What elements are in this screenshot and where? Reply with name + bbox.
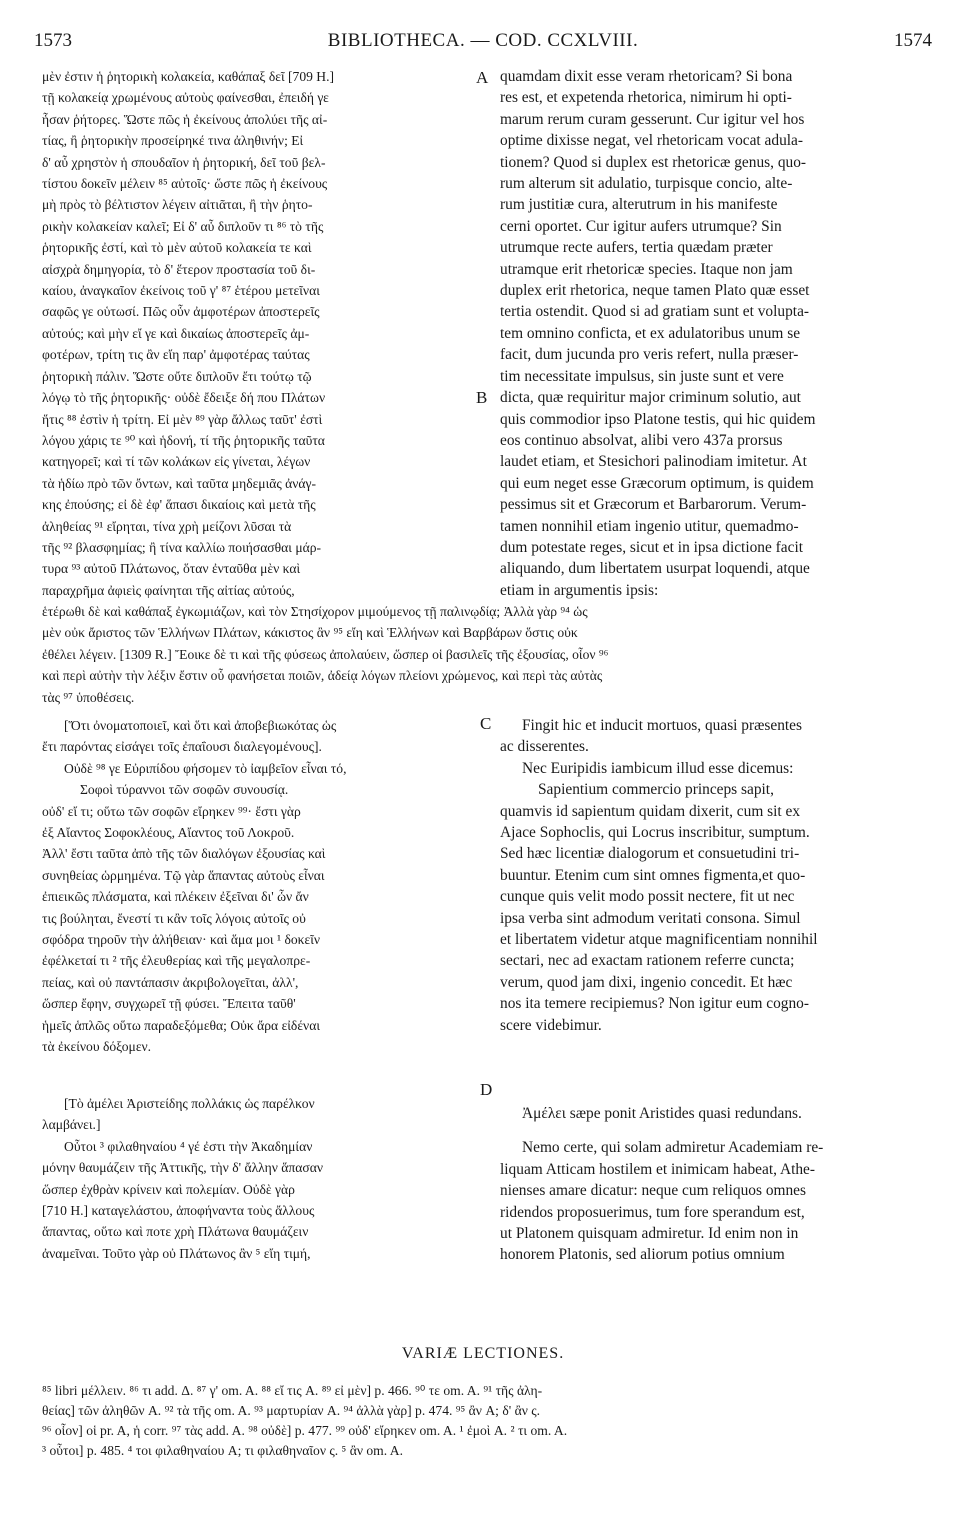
right-page-number: 1574 [894, 30, 932, 51]
latin-text-line: Nemo certe, qui solam admiretur Academiam re- [522, 1139, 824, 1157]
greek-text-line: [Τὸ ἀμέλει Ἀριστείδης πολλάκις ὡς παρέλκον [64, 1096, 315, 1111]
greek-text-line: συνηθείας ὡρμημένα. Τῷ γὰρ ἅπαντας αὐτοὺς εἶναι [42, 867, 325, 883]
greek-text-line: τῇ κολακείᾳ χρωμένους αὐτοὺς φαίνεσθαι, ἐπειδή γε [42, 90, 329, 106]
latin-text-line: ridendos proposuerimus, tum fore sperandum est, [500, 1203, 805, 1221]
latin-text-line: Ajace Sophoclis, qui Locrus inscribitur, sumptum. [500, 824, 810, 842]
latin-text-line: Fingit hic et inducit mortuos, quasi præsentes [522, 717, 802, 734]
latin-text-line: duplex erit rhetorica, neque tamen Plato quæ esset [500, 282, 810, 300]
greek-text-line: μὲν ἐστιν ἡ ῥητορικὴ κολακεία, καθάπαξ δεῖ [709 H.] [42, 69, 335, 84]
latin-text-line: Sapientium commercio princeps sapit, [538, 781, 774, 799]
greek-text-line: σφόδρα τηροῦν τὴν ἀλήθειαν· καὶ ἅμα μοι ¹ δοκεῖν [42, 932, 321, 948]
latin-text-line: ipsa verba sint admodum veritati consona. Simul [500, 909, 801, 927]
latin-text-line: dicta, quæ requiritur major criminum solutio, aut [500, 389, 801, 407]
latin-text-line: et libertatem videtur atque magnificentiam nonnihil [500, 931, 818, 949]
latin-text-line: buuntur. Etenim cum sint omnes figmenta,et quo- [500, 866, 806, 884]
latin-text-line: quis commodior ipso Platone testis, qui hic quidem [500, 410, 816, 428]
variant-reading-line: θείας] τῶν ἀληθῶν A. ⁹² τὰ τῆς om. A. ⁹³ μαρτυρίαν A. ⁹⁴ ἀλλὰ γὰρ] p. 474. ⁹⁵ ἂν A; δ' ἂν ς. [42, 1403, 541, 1418]
latin-text-line: Sed hæc licentiæ dialogorum et consuetudini tri- [500, 845, 800, 863]
greek-text-line: Οὗτοι ³ φιλαθηναίου ⁴ γέ ἐστι τὴν Ἀκαδημίαν [64, 1138, 313, 1154]
greek-text-line: μὴ πρὸς τὸ βέλτιστον λέγειν αἰτιᾶται, ἢ τὴν ῥητο- [42, 197, 313, 213]
greek-text-line: ὥσπερ ἔφην, συγχωρεῖ τῇ φύσει. Ἔπειτα ταῦθ' [42, 996, 296, 1012]
latin-text-line: res est, et expetenda rhetorica, nimirum hi opti- [500, 89, 792, 107]
latin-text-line: tem omnino conficta, et ex adulatoribus unum se [500, 324, 801, 342]
latin-text-line: quamvis id sapientum quidam dixerit, cum sit ex [500, 802, 801, 820]
greek-text-line: καίου, ἀναγκαῖον ἐκείνοις τοῦ γ' ⁸⁷ ἑτέρου μετεῖναι [42, 283, 320, 299]
margin-marker-c: C [480, 714, 492, 733]
latin-text-line: utramque erit rhetoricæ species. Itaque non jam [500, 260, 793, 278]
greek-text-line: ῥητορικὴ πάλιν. Ὥστε οὔτε διπλοῦν ἔτι τούτῳ τῷ [42, 368, 312, 384]
latin-text-line: optime dixisse negat, vel rhetoricam vocat adula- [500, 132, 804, 150]
latin-text-line: verum, quod jam dixi, ingenio concedit. Et hæc [500, 973, 793, 991]
greek-text-line: ἦσαν ῥήτορες. Ὥστε πῶς ἡ ἐκείνους ἀπολύει τῆς αἰ- [42, 111, 328, 127]
greek-text-line: τὰ ἡδίω πρὸ τῶν ὄντων, καὶ ταῦτα μηδεμιᾶς ἀνάγ- [42, 475, 317, 491]
greek-text-line: μόνην θαυμάζειν τῆς Ἀττικῆς, τὴν δ' ἄλλην ἅπασαν [42, 1160, 324, 1176]
greek-text-line: οὐδ' εἴ τι; οὕτω τῶν σοφῶν εἴρηκεν ⁹⁹· ἔστι γὰρ [42, 803, 301, 819]
latin-text-line: rum alterum sit adulatio, turpisque concio, alte- [500, 175, 793, 193]
greek-text-line: μὲν οὐκ ἄριστος τῶν Ἑλλήνων Πλάτων, κάκιστος ἂν ⁹⁵ εἴη καὶ Ἑλλήνων καὶ Βαρβάρων ὅστις οὐκ [42, 625, 578, 641]
greek-column-d [42, 1093, 482, 1264]
greek-text-line: τὰς ⁹⁷ ὑποθέσεις. [42, 689, 135, 705]
latin-text-line: facit, dum jucunda pro veris refert, nulla præser- [500, 346, 799, 364]
latin-text-line: nienses amare dicatur: neque cum reliquos omnes [500, 1182, 807, 1200]
variae-lectiones-title: VARIÆ LECTIONES. [401, 1345, 565, 1362]
greek-text-line: ῥητορικῆς ἐστί, καὶ τὸ μὲν αὐτοῦ κολακεία τε καὶ [42, 240, 312, 256]
greek-text-line: φοτέρων, τρίτη τις ἂν εἴη παρ' ἀμφοτέρας ταύτας [42, 347, 310, 363]
greek-text-line: ἑτέρωθι δὲ καὶ καθάπαξ ἐγκωμιάζων, καὶ τὸν Στησίχορον μιμούμενος τῇ παλινῳδίᾳ; Ἀλλὰ γὰρ ⁹⁴ ὡς [42, 604, 588, 619]
greek-text-line: ἐξ Αἴαντος Σοφοκλέους, Αἴαντος τοῦ Λοκροῦ. [42, 825, 295, 841]
greek-text-line: τις βούληται, ἔνεστί τι κἂν τοῖς λόγοις αὐτοῖς οὐ [42, 910, 306, 926]
latin-column-d [500, 1103, 924, 1266]
greek-text-line: ἥτις ⁸⁸ ἐστὶν ἡ τρίτη. Εἰ μὲν ⁸⁹ γὰρ ἄλλως ταῦτ' ἐστὶ [42, 411, 323, 427]
greek-text-line: Ἀλλ' ἔστι ταῦτα ἀπὸ τῆς τῶν διαλόγων ἐξουσίας καὶ [42, 846, 326, 862]
greek-text-line: ἀναμεῖναι. Τοῦτο γὰρ οὐ Πλάτωνος ἂν ⁵ εἴη τιμή, [42, 1245, 311, 1261]
latin-column-c [500, 715, 924, 1036]
latin-text-line: tamen nonnihil etiam ingenio utitur, quemadmo- [500, 517, 799, 535]
greek-text-line: καὶ περὶ αὐτὴν τὴν λέξιν ἔστιν οὗ φανήσεται ποιῶν, ἀδείᾳ λόγων πλείονι χρώμενος, καὶ περὶ τὰς αὐτὰς [42, 668, 603, 684]
latin-text-line: ut Platonem quisquam admiretur. Id enim non in [500, 1225, 799, 1243]
latin-text-line: utrumque recte aufers, tertia quædam præter [500, 239, 773, 257]
greek-text-line: Οὐδὲ ⁹⁸ γε Εὐριπίδου φήσομεν τὸ ἰαμβεῖον εἶναι τό, [64, 760, 347, 776]
page-header [34, 30, 932, 56]
latin-text-line: etiam in argumentis ipsis: [500, 581, 659, 599]
greek-text-line: ἐπιεικῶς πλάσματα, καὶ πλέκειν ἐξεῖναι δι' ὧν ἄν [42, 889, 309, 905]
greek-text-line: λαμβάνει.] [42, 1117, 101, 1133]
latin-text-line: Nec Euripidis iambicum illud esse dicemus: [522, 759, 794, 777]
latin-text-line: tim necessitate impulsus, sin juste sunt et vere [500, 367, 784, 385]
latin-text-line: sectari, nec ad exactam rationem referre cuncta; [500, 952, 795, 970]
greek-text-line: τίστου δοκεῖν μέλειν ⁸⁵ αὐτοῖς· ὥστε πῶς ἡ ἐκείνους [42, 176, 328, 192]
latin-text-line: liquam Atticam hostilem et inimicam habeat, Athe- [500, 1160, 816, 1178]
greek-column-a [42, 66, 482, 601]
greek-text-line: δ' αὖ χρηστὸν ἡ σπουδαῖον ἡ ῥητορική, δεῖ τοῦ βελ- [42, 154, 326, 170]
greek-text-line: αἰσχρὰ δημηγορία, τὸ δ' ἕτερον προστασία τοῦ δι- [42, 261, 316, 277]
latin-text-line: tionem? Quod si duplex est rhetoricæ genus, quo- [500, 153, 807, 171]
margin-marker-d: D [480, 1080, 493, 1099]
greek-text-line: ἅπαντας, οὕτω καὶ ποτε χρὴ Πλάτωνα θαυμάζειν [42, 1224, 309, 1240]
latin-text-line: rum justitiæ cura, alterutrum in his manifeste [500, 196, 778, 214]
variant-reading-line: ⁸⁵ libri μέλλειν. ⁸⁶ τι add. Δ. ⁸⁷ γ' om. A. ⁸⁸ εἴ τις A. ⁸⁹ εἰ μὲν] p. 466. ⁹⁰ τε om. A. ⁹¹ τῆς ἀλη- [42, 1383, 543, 1398]
latin-text-line: nos ita temere recipiemus? Non igitur eum cogno- [500, 995, 810, 1013]
greek-text-line: κατηγορεῖ; καὶ τί τῶν κολάκων εἰς γίνεται, λέγων [42, 454, 311, 470]
latin-text-line: honorem Platonis, sed aliorum potius omnium [500, 1246, 785, 1264]
latin-text-line: marum rerum curam gesserunt. Cur igitur vel hos [500, 110, 805, 128]
latin-text-line: quamdam dixit esse veram rhetoricam? Si bona [500, 68, 793, 85]
latin-text-line: ac disserentes. [500, 738, 589, 756]
latin-text-line: tertia ostendit. Quod si ad gratiam sunt et volupta- [500, 303, 810, 321]
greek-text-line: [710 H.] καταγελάστου, ἀποφήναντα τοὺς ἄλλους [42, 1203, 315, 1219]
latin-text-line: pessimus sit et Græcorum et Barbarorum. Verum- [500, 496, 807, 514]
greek-text-line: ὥσπερ ἐχθρὰν κρίνειν καὶ πολεμίαν. Οὐδὲ γὰρ [42, 1181, 295, 1197]
greek-text-line: ἀληθείας ⁹¹ εἴρηται, τίνα χρὴ μείζονι λῦσαι τὰ [42, 518, 292, 534]
latin-text-line: cerni oportet. Cur igitur aufers utrumque? Sin [500, 217, 782, 235]
left-page-number: 1573 [34, 30, 72, 51]
greek-text-line: τυρα ⁹³ αὐτοῦ Πλάτωνος, ὅταν ἐνταῦθα μὲν καὶ [42, 561, 301, 577]
greek-text-line: ἐφέλκεταί τι ² τῆς ἐλευθερίας καὶ τῆς μεγαλοπρε- [42, 953, 311, 969]
running-title: BIBLIOTHECA. — COD. CCXLVIII. [327, 30, 639, 51]
greek-text-line: ἡμεῖς ἁπλῶς οὕτω παραδεξόμεθα; Οὐκ ἄρα εἰδέναι [42, 1017, 320, 1033]
latin-text-line: scere videbimur. [500, 1016, 602, 1034]
greek-text-line: πείας, καὶ οὐ παντάπασιν ἀκριβολογεῖται, ἀλλ', [42, 974, 299, 990]
greek-text-line: Σοφοὶ τύραννοι τῶν σοφῶν συνουσίᾳ. [80, 782, 289, 798]
greek-text-line: κης ἐπούσης; εἰ δὲ ἐφ' ἅπασι δικαίοις καὶ μετὰ τῆς [42, 497, 316, 513]
greek-text-line: λόγου χάρις τε ⁹⁰ καὶ ἡδονή, τί τῆς ῥητορικῆς ταῦτα [42, 432, 325, 448]
latin-text-line: Ἀμέλει sæpe ponit Aristides quasi redundans. [522, 1105, 802, 1122]
greek-text-line: [Ὅτι ὀνοματοποιεῖ, καὶ ὅτι καὶ ἀποβεβιωκότας ὡς [64, 718, 337, 733]
greek-text-line: ρικὴν κολακείαν καλεῖ; Εἰ δ' αὖ διπλοῦν τι ⁸⁶ τὸ τῆς [42, 218, 324, 234]
greek-full-width-passage [42, 601, 926, 708]
variant-reading-line: ⁹⁶ οἷον] οἱ pr. A, ἡ corr. ⁹⁷ τὰς add. A. ⁹⁸ οὐδὲ] p. 477. ⁹⁹ οὐδ' εἴρηκεν om. A. ¹ ἐμοὶ A. ² τι om. A. [42, 1423, 568, 1438]
greek-text-line: λόγῳ τὸ τῆς ῥητορικῆς· οὐδὲ ἔδειξε δή που Πλάτων [42, 390, 326, 406]
latin-text-line: cunque quis velit modo possit nectere, fit ut nec [500, 888, 795, 906]
variae-lectiones-notes [42, 1381, 926, 1461]
margin-marker-b: B [476, 388, 488, 407]
latin-text-line: aliquando, dum libertatem usurpat loquendi, atque [500, 560, 810, 578]
greek-text-line: τῆς ⁹² βλασφημίας; ἢ τίνα καλλίω ποιήσασθαι μάρ- [42, 539, 322, 555]
margin-marker-a: A [476, 68, 489, 87]
latin-text-line: eos continuo absolvat, alibi vero 437a prorsus [500, 431, 783, 449]
greek-text-line: ἔτι παρόντας εἰσάγει τοῖς ἐπαΐουσι διαλεγομένους]. [42, 739, 322, 755]
latin-text-line: laudet etiam, et Stesichori palinodiam imitetur. At [500, 453, 807, 471]
greek-text-line: ἐθέλει λέγειν. [1309 R.] Ἔοικε δὲ τι καὶ τῆς φύσεως ἀπολαύειν, ὥσπερ οἱ βασιλεῖς τῆς ἐξουσίας, οἷον ⁹⁶ [42, 646, 609, 662]
latin-text-line: qui eum neget esse Græcorum optimum, is quidem [500, 474, 814, 492]
greek-column-c [42, 715, 482, 1058]
latin-text-line: dum potestate reges, sicut et in ipsa dictione facit [500, 538, 804, 556]
greek-text-line: σαφῶς γε οὑτωσί. Πῶς οὖν ἀμφοτέρων ἀποστερεῖς [42, 304, 320, 320]
variant-reading-line: ³ οὗτοι] p. 485. ⁴ τοι φιλαθηναίου A; τι φιλαθηναῖον ς. ⁵ ἂν om. A. [42, 1443, 403, 1458]
greek-text-line: αὐτούς; καὶ μὴν εἴ γε καὶ δικαίως ἀποστερεῖς ἀμ- [42, 325, 310, 341]
greek-text-line: παραχρῆμα ἀφιεὶς φαίνηται τῆς αἰτίας αὐτούς, [42, 582, 295, 598]
greek-text-line: τίας, ἢ ῥητορικὴν προσείρηκέ τινα ἀληθινήν; Εἰ [42, 133, 304, 149]
latin-column-a [500, 66, 924, 601]
greek-text-line: τὰ ἐκείνου δόξομεν. [42, 1039, 152, 1055]
